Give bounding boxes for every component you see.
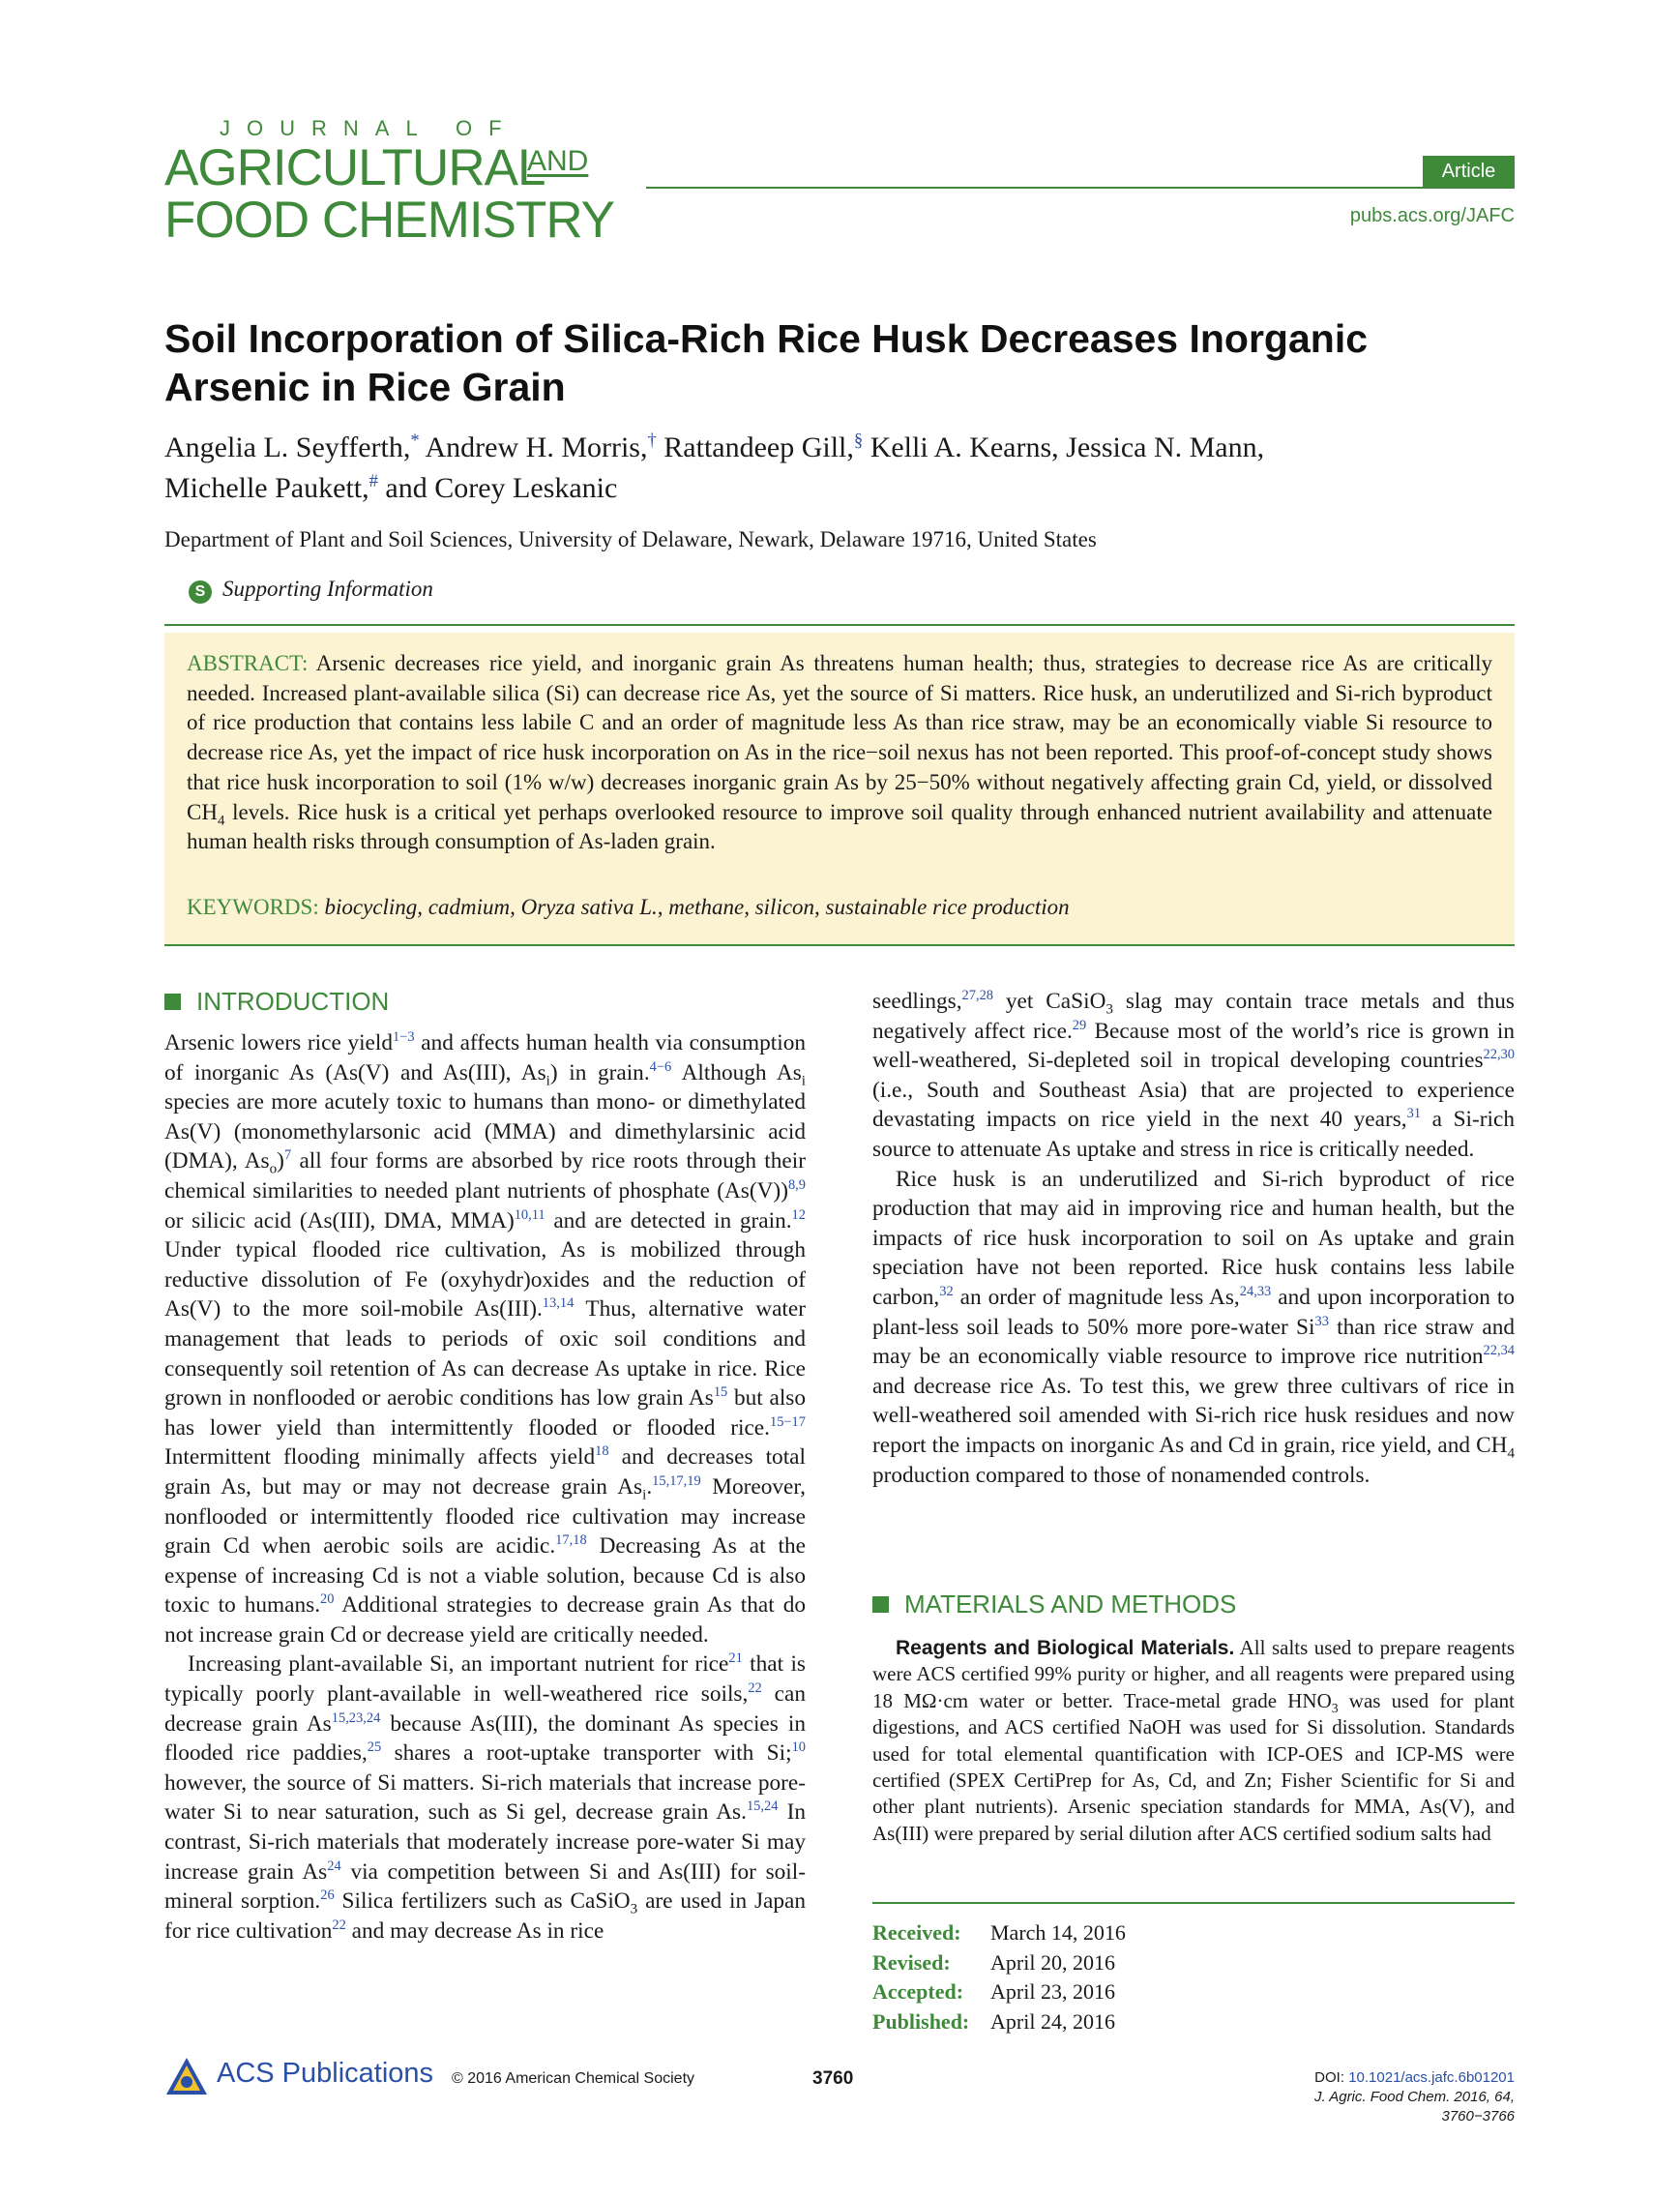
left-column — [164, 1028, 806, 1946]
citation-ref[interactable]: 31 — [1406, 1106, 1422, 1122]
text-run: are used in Japan for rice cultivation — [164, 1888, 807, 1944]
abstract-body: levels. Rice husk is a critical yet perhaps overlooked resource to improve soil quality through enhanced nutrient availability and attenuate human health risks through consumption of As-laden grain. — [187, 799, 1492, 854]
text-run: all four forms are absorbed by rice roots through their chemical similarities to needed plant nutrients of phosphate (As(V)) — [164, 1148, 806, 1204]
paper-title: Soil Incorporation of Silica-Rich Rice Husk Decreases Inorganic Arsenic in Rice Grain — [164, 316, 1369, 409]
journal-name-and: AND — [527, 145, 589, 177]
date-row — [872, 2007, 1126, 2037]
text-run: that is typically poorly plant-available in well-weathered rice soils, — [164, 1651, 806, 1708]
methods-body: All salts used to prepare reagents were ACS certified 99% purity or higher, and all reagents were prepared using 18 MΩ·cm water or better. Trace-metal grade HNO — [872, 1636, 1515, 1712]
methods-body: was used for plant digestions, and ACS certified NaOH was used for Si dissolution. Standards used for total elemental quantification with ICP-OES and ICP-MS were certified (SPEX CertiPrep for As, Cd, and Zn; Fisher Scientific for Si and other plant nutrients). Arsenic speciation standards for MMA, As(V), and As(III) were prepared by serial dilution after ACS certified sodium salts had — [872, 1688, 1515, 1845]
text-run: and are detected in grain. — [545, 1207, 792, 1233]
author-name[interactable]: and Corey Leskanic — [377, 472, 618, 504]
title-divider — [164, 624, 1515, 626]
citation-ref[interactable]: 17,18 — [555, 1532, 587, 1549]
article-type-badge: Article — [1423, 156, 1515, 188]
abstract-text — [187, 649, 1492, 857]
text-run: In contrast, Si-rich materials that moderately increase pore-water Si may increase grain As — [164, 1799, 806, 1885]
supporting-info-link[interactable]: Supporting Information — [222, 577, 433, 601]
text-run: via competition between Si and As(III) for soil-mineral sorption. — [164, 1858, 807, 1915]
text-run: production compared to those of nonamended controls. — [872, 1462, 1371, 1488]
text-run: ) — [277, 1148, 284, 1174]
text-run: but also has lower yield than intermittently flooded or flooded rice. — [164, 1385, 807, 1441]
paragraph — [164, 1028, 806, 1649]
paragraph — [872, 987, 1515, 1165]
date-label: Accepted: — [872, 1979, 964, 2005]
subscript: 3 — [1105, 1001, 1113, 1018]
citation-ref[interactable]: 22,30 — [1483, 1047, 1515, 1063]
copyright-notice: © 2016 American Chemical Society — [452, 2070, 695, 2087]
author-name[interactable]: Rattandeep Gill, — [656, 431, 854, 463]
author-name[interactable]: Angelia L. Seyfferth, — [164, 431, 411, 463]
text-run: however, the source of Si matters. Si-rich materials that increase pore-water Si to near saturation, such as Si gel, decrease grain As. — [164, 1769, 806, 1826]
author-mark: * — [410, 431, 420, 451]
text-run: slag may contain trace metals and thus negatively affect rice. — [872, 989, 1515, 1044]
text-run: because As(III), the dominant As species in flooded rice paddies, — [164, 1710, 806, 1767]
date-label: Published: — [872, 2009, 970, 2035]
citation-ref[interactable]: 29 — [1072, 1017, 1087, 1033]
citation-ref[interactable]: 24 — [327, 1857, 341, 1874]
journal-name-line2: FOOD CHEMISTRY — [164, 192, 614, 249]
date-value: March 14, 2016 — [990, 1920, 1126, 1945]
date-row — [872, 1977, 1126, 2007]
paragraph — [164, 1649, 806, 1946]
citation-ref[interactable]: 10,11 — [514, 1206, 545, 1223]
citation-ref[interactable]: 4−6 — [649, 1058, 672, 1075]
citation-ref[interactable]: 15−17 — [769, 1413, 806, 1430]
text-run: and decreases total grain As, but may or may not decrease grain As — [164, 1444, 806, 1500]
citation-ref[interactable]: 1−3 — [393, 1029, 415, 1046]
abstract-label: ABSTRACT: — [187, 651, 309, 675]
citation-ref[interactable]: 12 — [791, 1206, 806, 1223]
date-label: Revised: — [872, 1949, 951, 1975]
subscript: i — [545, 1073, 550, 1089]
text-run: . — [646, 1473, 653, 1500]
text-run: Additional strategies to decrease grain As that do not increase grain Cd or decrease yield are critically needed. — [164, 1592, 806, 1648]
text-run: Increasing plant-available Si, an important nutrient for rice — [188, 1651, 729, 1678]
citation-ref[interactable]: 15,24 — [746, 1798, 779, 1815]
text-run: Silica fertilizers such as CaSiO — [334, 1888, 631, 1915]
text-run: (i.e., South and Southeast Asia) that are projected to experience devastating impacts on rice yield in the next 40 years, — [872, 1077, 1515, 1133]
subsection-heading: Reagents and Biological Materials. — [896, 1637, 1235, 1659]
text-run: yet CaSiO — [993, 989, 1106, 1014]
text-run: than rice straw and may be an economically viable resource to improve rice nutrition — [872, 1314, 1516, 1370]
subscript: 3 — [1331, 1701, 1339, 1715]
citation-ref[interactable]: 18 — [595, 1443, 609, 1460]
text-run: and decrease rice As. To test this, we grew three cultivars of rice in well-weathered soil amended with Si-rich rice husk residues and now report the impacts on inorganic As and Cd in grain, rice yield, and CH — [872, 1373, 1515, 1458]
dates-divider — [872, 1902, 1515, 1904]
paragraph — [872, 1165, 1515, 1491]
header-divider — [646, 187, 1515, 189]
section-heading-methods — [872, 1590, 1236, 1620]
journal-name-small: JOURNAL OF — [220, 116, 518, 140]
text-run: Intermittent flooding minimally affects yield — [164, 1444, 596, 1471]
section-marker-icon — [872, 1596, 889, 1613]
author-name[interactable]: Michelle Paukett, — [164, 472, 369, 504]
text-run: Because most of the world’s rice is grown in well-weathered, Si-depleted soil in tropical developing countries — [872, 1018, 1515, 1074]
page-number: 3760 — [812, 2068, 854, 2089]
section-heading-introduction — [164, 987, 389, 1017]
author-name[interactable]: Andrew H. Morris, — [419, 431, 648, 463]
text-run: Although As — [671, 1059, 802, 1085]
text-run: seedlings, — [872, 989, 962, 1014]
subscript: 4 — [1507, 1445, 1515, 1462]
citation-ref[interactable]: 15,17,19 — [652, 1473, 701, 1490]
date-value: April 23, 2016 — [990, 1979, 1115, 2005]
date-value: April 20, 2016 — [990, 1949, 1115, 1975]
text-run: ) in grain. — [549, 1059, 650, 1085]
date-row — [872, 1918, 1126, 1948]
author-name[interactable]: Kelli A. Kearns, Jessica N. Mann, — [863, 431, 1265, 463]
citation-ref[interactable]: 24,33 — [1239, 1284, 1272, 1300]
subscript: i — [642, 1487, 647, 1503]
text-run: and affects human health via consumption of inorganic As (As(V) and As(III), As — [164, 1030, 806, 1085]
citation-ref[interactable]: 8,9 — [787, 1177, 806, 1194]
date-value: April 24, 2016 — [990, 2009, 1115, 2035]
citation-ref[interactable]: 22,34 — [1483, 1343, 1515, 1359]
text-run: and may decrease As in rice — [345, 1917, 604, 1944]
subscript: 3 — [630, 1901, 638, 1917]
citation-ref[interactable]: 15,23,24 — [331, 1709, 381, 1726]
text-run: Thus, alternative water management that leads to periods of oxic soil conditions and consequently soil retention of As can decrease As uptake in rice. Rice grown in nonflooded or aerobic conditions has low grain As — [164, 1296, 806, 1412]
citation-ref[interactable]: 22 — [332, 1917, 346, 1934]
publication-dates — [872, 1918, 1126, 2037]
citation-ref[interactable]: 13,14 — [542, 1295, 575, 1312]
author-list — [164, 428, 1499, 509]
text-run: and upon incorporation to plant-less soil leads to 50% more pore-water Si — [872, 1284, 1515, 1340]
text-run: Moreover, nonflooded or intermittently flooded rice cultivation may increase grain Cd when aerobic soils are acidic. — [164, 1473, 806, 1560]
subscript: 4 — [217, 813, 225, 829]
right-column — [872, 987, 1515, 1490]
publisher-name[interactable]: ACS Publications — [217, 2058, 434, 2089]
author-mark: # — [368, 471, 378, 491]
text-run: or silicic acid (As(III), DMA, MMA) — [164, 1207, 515, 1233]
text-run: shares a root-uptake transporter with Si; — [381, 1740, 792, 1767]
keywords — [187, 895, 1492, 920]
subscript: o — [269, 1162, 278, 1178]
citation-ref[interactable]: 20 — [320, 1591, 335, 1608]
text-run: an order of magnitude less As, — [953, 1284, 1240, 1310]
section-heading-text: MATERIALS AND METHODS — [904, 1590, 1237, 1619]
journal-name-line1: AGRICULTURAL — [164, 139, 545, 196]
journal-url-link[interactable]: pubs.acs.org/JAFC — [1349, 205, 1515, 226]
citation-ref[interactable]: 26 — [320, 1887, 335, 1904]
citation-ref[interactable]: 22 — [748, 1680, 762, 1697]
doi-label: DOI: — [1314, 2069, 1349, 2086]
citation-ref[interactable]: 32 — [939, 1284, 954, 1300]
abstract-body: Arsenic decreases rice yield, and inorganic grain As threatens human health; thus, strategies to decrease rice As are critically needed. Increased plant-available silica (Si) can decrease rice As, yet the source of Si matters. Rice husk, an underutilized and Si-rich byproduct of rice production that contains less labile C and an order of magnitude less As than rice straw, may be an economically viable Si resource to decrease rice As, yet the impact of rice husk incorporation on As in the rice−soil nexus has not been reported. This proof-of-concept study shows that rice husk incorporation to soil (1% w/w) decreases inorganic grain As by 25−50% without negatively affecting grain Cd, yield, or dissolved CH — [187, 651, 1492, 824]
section-marker-icon — [164, 994, 181, 1010]
doi-block — [1257, 2068, 1515, 2126]
keywords-label: KEYWORDS: — [187, 895, 319, 919]
text-run: a Si-rich source to attenuate As uptake and stress in rice is critically needed. — [872, 1107, 1515, 1162]
supporting-info-icon[interactable]: S — [189, 580, 212, 604]
subscript: i — [801, 1073, 806, 1089]
text-run: can decrease grain As — [164, 1681, 806, 1737]
methods-paragraph — [872, 1635, 1515, 1847]
citation-ref[interactable]: 33 — [1314, 1313, 1329, 1329]
date-label: Received: — [872, 1920, 961, 1945]
citation-ref[interactable]: 7 — [283, 1147, 292, 1164]
citation: J. Agric. Food Chem. 2016, 64, 3760−3766 — [1313, 2089, 1515, 2125]
citation-ref[interactable]: 15 — [713, 1384, 728, 1401]
date-row — [872, 1948, 1126, 1978]
author-mark: § — [853, 431, 864, 451]
author-mark: † — [647, 431, 657, 451]
keywords-list: biocycling, cadmium, Oryza sativa L., methane, silicon, sustainable rice production — [318, 895, 1070, 919]
text-run: Arsenic lowers rice yield — [164, 1030, 394, 1055]
citation-ref[interactable]: 25 — [367, 1739, 382, 1756]
acs-logo-icon[interactable] — [164, 2056, 209, 2098]
citation-ref[interactable]: 10 — [791, 1739, 807, 1756]
doi-link[interactable]: 10.1021/acs.jafc.6b01201 — [1348, 2069, 1515, 2086]
citation-ref[interactable]: 21 — [728, 1650, 743, 1667]
affiliation: Department of Plant and Soil Sciences, University of Delaware, Newark, Delaware 19716, United States — [164, 527, 1097, 551]
text-run: species are more acutely toxic to humans than mono- or dimethylated As(V) (monomethylarsonic acid (MMA) and dimethylarsinic acid (DMA), As — [164, 1089, 806, 1174]
citation-ref[interactable]: 27,28 — [961, 988, 994, 1004]
text-run: Decreasing As at the expense of increasing Cd is not a viable solution, because Cd is also toxic to humans. — [164, 1533, 806, 1619]
text-run: Rice husk is an underutilized and Si-rich byproduct of rice production that may aid in improving rice and human health, but the impacts of rice husk incorporation to soil on As uptake and grain speciation have not been reported. Rice husk contains less labile carbon, — [872, 1166, 1515, 1310]
text-run: Under typical flooded rice cultivation, As is mobilized through reductive dissolution of Fe (oxyhydr)oxides and the reduction of As(V) to the more soil-mobile As(III). — [164, 1237, 806, 1322]
section-heading-text: INTRODUCTION — [196, 987, 390, 1016]
